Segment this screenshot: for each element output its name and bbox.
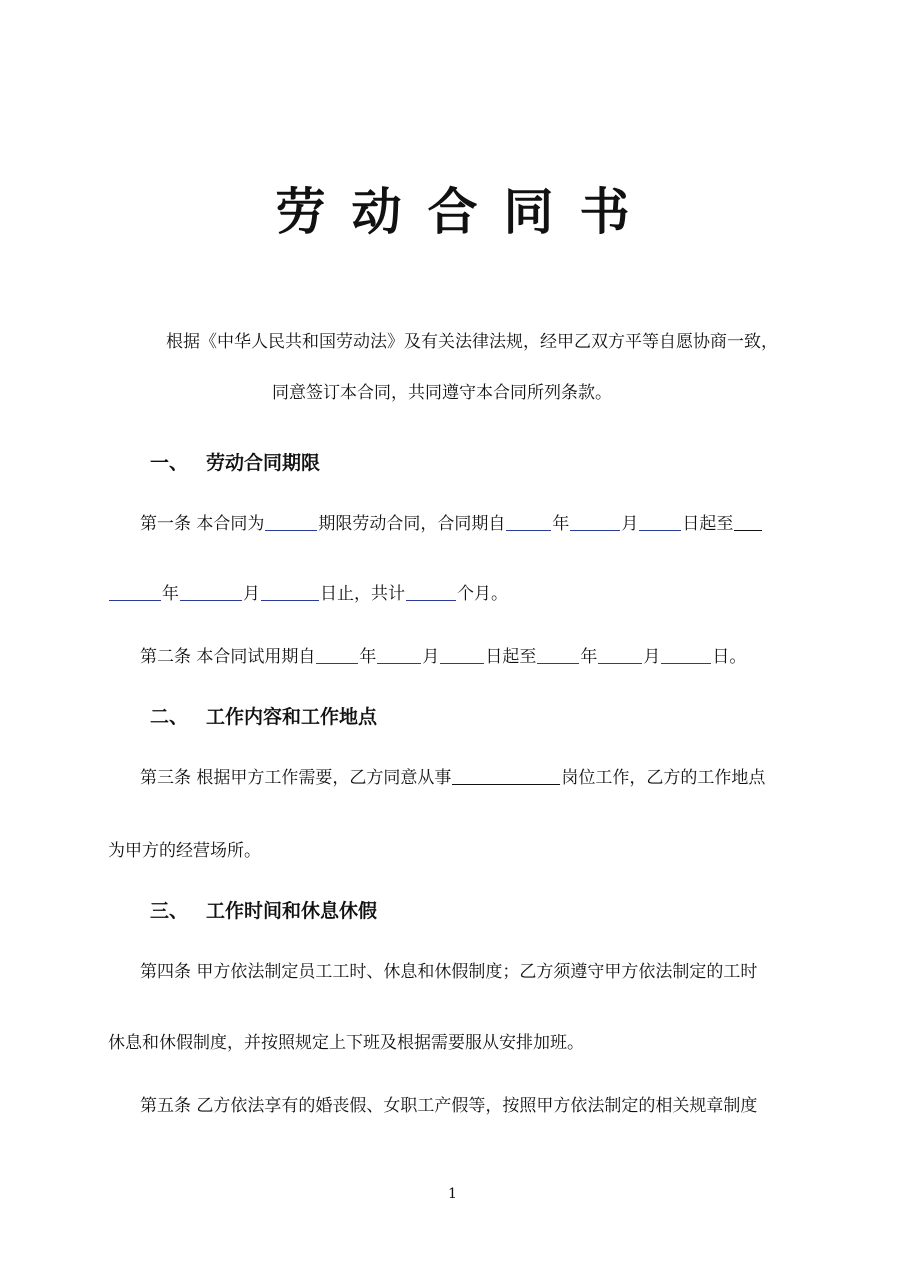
article-1-line-1 xyxy=(140,512,763,536)
article-text: 乙方依法享有的婚丧假、女职工产假等，按照甲方依法制定的相关规章制度 xyxy=(196,1096,758,1116)
end-year-blank[interactable] xyxy=(109,582,161,601)
article-text: 日止，共计 xyxy=(320,584,405,604)
article-3-line-1 xyxy=(140,766,765,790)
section-title: 劳动合同期限 xyxy=(206,452,321,474)
article-text: 个月。 xyxy=(457,584,508,604)
section-heading-2 xyxy=(150,704,377,730)
total-months-blank[interactable] xyxy=(406,582,456,601)
article-text: 甲方依法制定员工工时、休息和休假制度；乙方须遵守甲方依法制定的工时 xyxy=(196,962,758,982)
article-text: 年 xyxy=(580,647,598,667)
probation-start-year-blank[interactable] xyxy=(316,645,358,664)
section-heading-3 xyxy=(150,898,377,924)
page-number: 1 xyxy=(448,1186,457,1202)
position-blank[interactable] xyxy=(452,766,560,785)
article-4-line-2: 休息和休假制度，并按照规定上下班及根据需要服从安排加班。 xyxy=(108,1033,584,1053)
article-text: 年 xyxy=(359,647,377,667)
article-5-line-1 xyxy=(140,1094,757,1118)
start-year-blank[interactable] xyxy=(506,512,551,531)
section-number: 二、 xyxy=(150,706,189,728)
probation-end-year-blank[interactable] xyxy=(537,645,579,664)
article-text: 年 xyxy=(162,584,179,604)
section-number: 一、 xyxy=(150,452,189,474)
contract-type-blank[interactable] xyxy=(265,512,317,531)
article-text: 月 xyxy=(643,647,661,667)
article-4-line-1 xyxy=(140,960,757,984)
article-text: 根据甲方工作需要，乙方同意从事 xyxy=(196,768,452,788)
preamble-line-2: 同意签订本合同，共同遵守本合同所列条款。 xyxy=(272,383,612,403)
probation-start-month-blank[interactable] xyxy=(377,645,421,664)
article-label: 第二条 xyxy=(140,647,191,667)
article-text: 日起至 xyxy=(485,647,537,667)
article-label: 第四条 xyxy=(140,962,191,982)
article-3-line-2: 为甲方的经营场所。 xyxy=(108,841,261,861)
article-1-line-2 xyxy=(108,582,508,606)
document-title: 劳动合同书 xyxy=(275,183,656,241)
section-title: 工作时间和休息休假 xyxy=(206,900,378,922)
probation-start-day-blank[interactable] xyxy=(440,645,484,664)
article-label: 第三条 xyxy=(140,768,191,788)
preamble-line-1: 根据《中华人民共和国劳动法》及有关法律法规，经甲乙双方平等自愿协商一致， xyxy=(166,332,778,352)
article-label: 第五条 xyxy=(140,1096,191,1116)
article-text: 月 xyxy=(621,514,639,534)
article-2-line xyxy=(140,645,746,669)
end-day-blank[interactable] xyxy=(261,582,319,601)
section-heading-1 xyxy=(150,450,320,476)
article-text: 日起至 xyxy=(682,514,734,534)
article-text: 本合同试用期自 xyxy=(196,647,316,667)
start-month-blank[interactable] xyxy=(570,512,620,531)
probation-end-day-blank[interactable] xyxy=(661,645,711,664)
end-year-blank-start[interactable] xyxy=(734,512,762,531)
article-text: 月 xyxy=(243,584,260,604)
article-label: 第一条 xyxy=(140,514,191,534)
end-month-blank[interactable] xyxy=(180,582,242,601)
article-text: 期限劳动合同，合同期自 xyxy=(318,514,506,534)
start-day-blank[interactable] xyxy=(639,512,681,531)
article-text: 月 xyxy=(422,647,440,667)
article-text: 年 xyxy=(552,514,570,534)
section-title: 工作内容和工作地点 xyxy=(206,706,378,728)
article-text: 本合同为 xyxy=(196,514,265,534)
article-text: 岗位工作，乙方的工作地点 xyxy=(561,768,766,788)
article-text: 日。 xyxy=(712,647,747,667)
section-number: 三、 xyxy=(150,900,189,922)
probation-end-month-blank[interactable] xyxy=(598,645,642,664)
